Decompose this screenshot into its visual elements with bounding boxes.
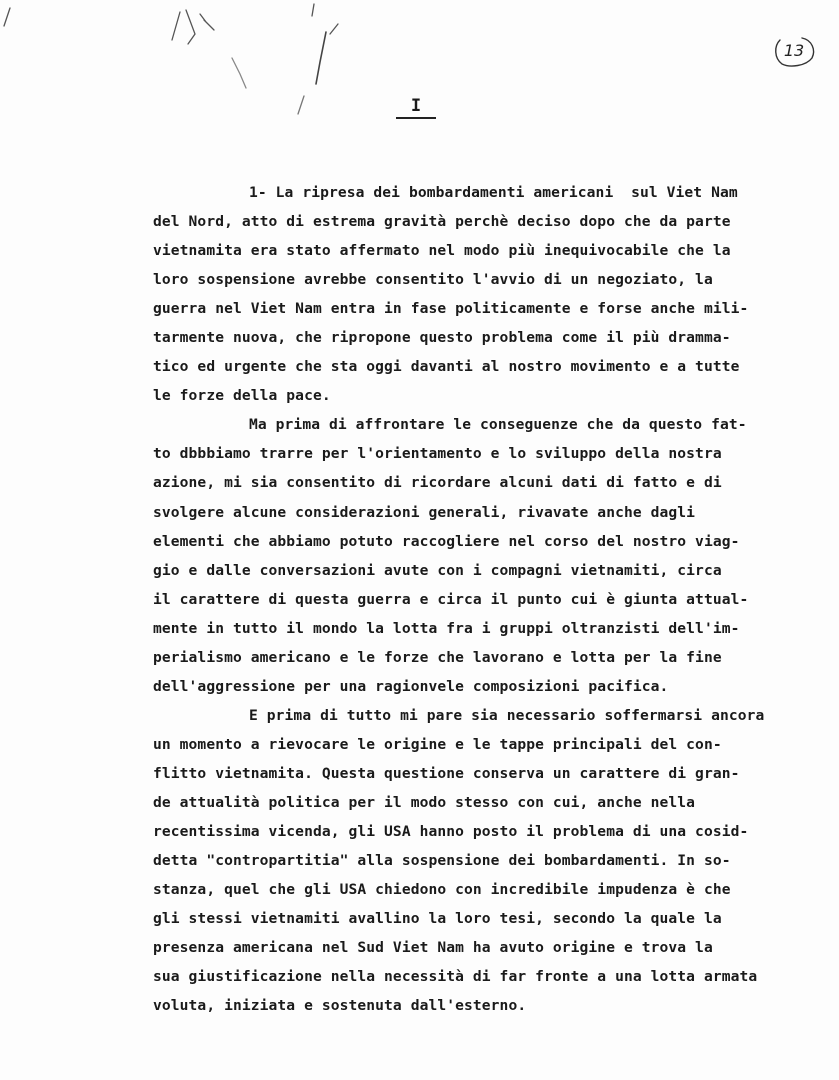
text-line: dell'aggressione per una ragionvele composizioni pacifica. [153,677,669,695]
text-line: sua giustificazione nella necessità di far fronte a una lotta armata [153,968,758,986]
text-line: perialismo americano e le forze che lavorano e lotta per la fine [153,648,722,666]
chapter-heading: I [410,96,422,116]
text-line: un momento a rievocare le origine e le tappe principali del con- [153,735,722,753]
text-line: de attualità politica per il modo stesso con cui, anche nella [153,793,696,811]
text-line: flitto vietnamita. Questa questione conserva un carattere di gran- [153,764,740,782]
text-line: del Nord, atto di estrema gravità perchè deciso dopo che da parte [153,213,731,231]
text-line: elementi che abbiamo potuto raccogliere nel corso del nostro viag- [153,532,740,550]
text-line: gio e dalle conversazioni avute con i compagni vietnamiti, circa [153,561,722,579]
text-line: E prima di tutto mi pare sia necessario soffermarsi ancora [249,706,765,724]
text-line: to dbbbiamo trarre per l'orientamento e lo sviluppo della nostra [153,445,722,463]
handwritten-marks [0,0,839,160]
text-line: Ma prima di affrontare le conseguenze che da questo fat- [249,416,747,434]
text-line: recentissima vicenda, gli USA hanno posto il problema di una cosid- [153,823,749,841]
text-line: guerra nel Viet Nam entra in fase politicamente e forse anche mili- [153,300,749,318]
text-line: loro sospensione avrebbe consentito l'avvio di un negoziato, la [153,271,713,289]
text-line: 1- La ripresa dei bombardamenti americani sul Viet Nam [249,184,738,201]
page-number-label: 13 [783,41,805,60]
text-line: voluta, iniziata e sostenuta dall'esterno. [153,997,527,1015]
text-line: il carattere di questa guerra e circa il punto cui è giunta attual- [153,590,749,608]
text-line: svolgere alcune considerazioni generali, rivavate anche dagli [153,503,696,521]
text-line: presenza americana nel Sud Viet Nam ha avuto origine e trova la [153,939,713,957]
page-number [772,34,816,68]
body-text [153,178,813,1020]
text-line: stanza, quel che gli USA chiedono con incredibile impudenza è che [153,881,731,899]
text-line: azione, mi sia consentito di ricordare alcuni dati di fatto e di [153,474,722,492]
text-line: tico ed urgente che sta oggi davanti al nostro movimento e a tutte [153,358,740,376]
text-line: tarmente nuova, che ripropone questo problema come il più dramma- [153,329,731,347]
text-line: vietnamita era stato affermato nel modo più inequivocabile che la [153,242,731,260]
chapter-underline [396,117,436,119]
text-line: detta "contropartitia" alla sospensione dei bombardamenti. In so- [153,852,731,870]
text-line: mente in tutto il mondo la lotta fra i gruppi oltranzisti dell'im- [153,619,740,637]
text-line: le forze della pace. [153,387,331,405]
text-line: gli stessi vietnamiti avallino la loro tesi, secondo la quale la [153,910,722,928]
